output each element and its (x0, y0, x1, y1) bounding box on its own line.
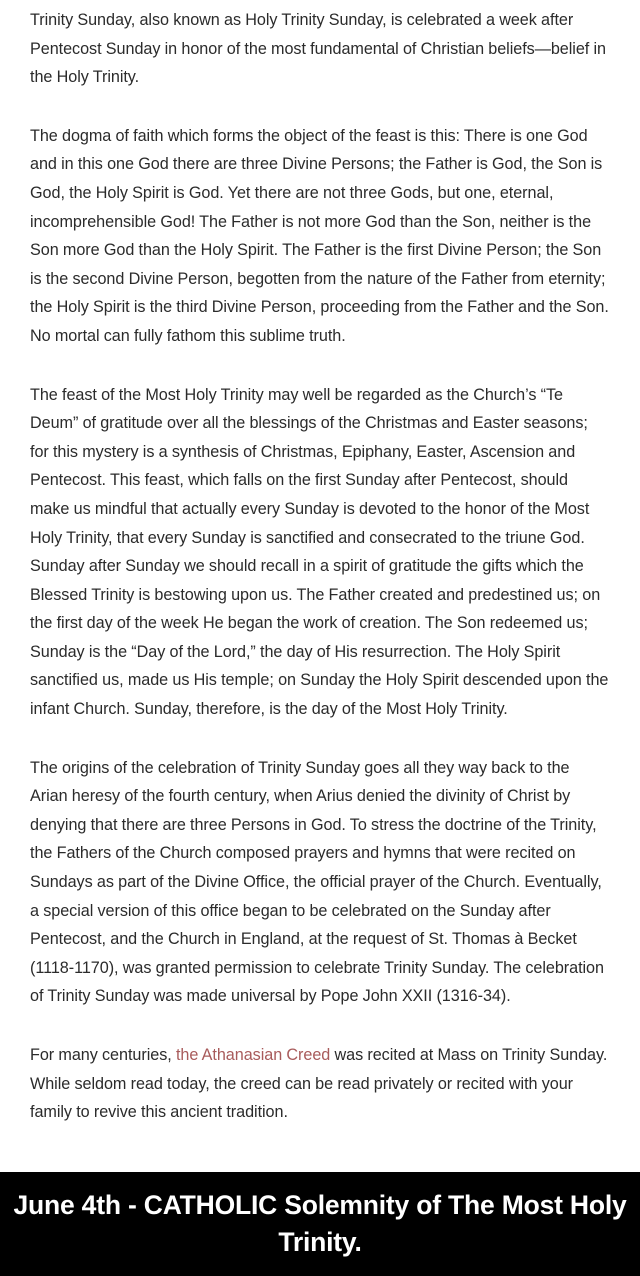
paragraph-origins: The origins of the celebration of Trinity Sunday goes all they way back to the Arian heresy of the fourth century, when Arius denied the divinity of Christ by denying that there are three Persons in God. To stress the doctrine of the Trinity, the Fathers of the Church composed prayers and hymns that were recited on Sundays as part of the Divine Office, the official prayer of the Church. Eventually, a special version of this office began to be celebrated on the Sunday after Pentecost, and the Church in England, at the request of St. Thomas à Becket (1118-1170), was granted permission to celebrate Trinity Sunday. The celebration of Trinity Sunday was made universal by Pope John XXII (1316-34). (30, 758, 604, 1006)
creed-text-before: For many centuries, (30, 1046, 176, 1064)
footer-title-banner (0, 1172, 640, 1276)
paragraph-dogma: The dogma of faith which forms the object of the feast is this: There is one God and in this one God there are three Divine Persons; the Father is God, the Son is God, the Holy Spirit is God. Yet there are not three Gods, but one, eternal, incomprehensible God! The Father is not more God than the Son, neither is the Son more God than the Holy Spirit. The Father is the first Divine Person; the Son is the second Divine Person, begotten from the nature of the Father from eternity; the Holy Spirit is the third Divine Person, proceeding from the Father and the Son. No mortal can fully fathom this sublime truth. (30, 126, 609, 345)
paragraph-athanasian-creed (30, 1041, 610, 1127)
paragraph-feast: The feast of the Most Holy Trinity may well be regarded as the Church’s “Te Deum” of gratitude over all the blessings of the Christmas and Easter seasons; for this mystery is a synthesis of Christmas, Epiphany, Easter, Ascension and Pentecost. This feast, which falls on the first Sunday after Pentecost, should make us mindful that actually every Sunday is devoted to the honor of the Most Holy Trinity, that every Sunday is sanctified and consecrated to the triune God. Sunday after Sunday we should recall in a spirit of gratitude the gifts which the Blessed Trinity is bestowing upon us. The Father created and predestined us; on the first day of the week He began the work of creation. The Son redeemed us; Sunday is the “Day of the Lord,” the day of His resurrection. The Holy Spirit sanctified us, made us His temple; on Sunday the Holy Spirit descended upon the infant Church. Sunday, therefore, is the day of the Most Holy Trinity. (30, 385, 609, 719)
footer-title-text: June 4th - CATHOLIC Solemnity of The Most Holy Trinity. (13, 1190, 627, 1257)
creed-text-after: was recited at Mass on Trinity Sunday. While seldom read today, the creed can be read privately or recited with your family to revive this ancient tradition. (30, 1046, 608, 1122)
paragraph-intro: Trinity Sunday, also known as Holy Trinity Sunday, is celebrated a week after Pentecost Sunday in honor of the most fundamental of Christian beliefs—belief in the Holy Trinity. (30, 11, 606, 87)
athanasian-creed-link[interactable]: the Athanasian Creed (175, 1046, 331, 1064)
